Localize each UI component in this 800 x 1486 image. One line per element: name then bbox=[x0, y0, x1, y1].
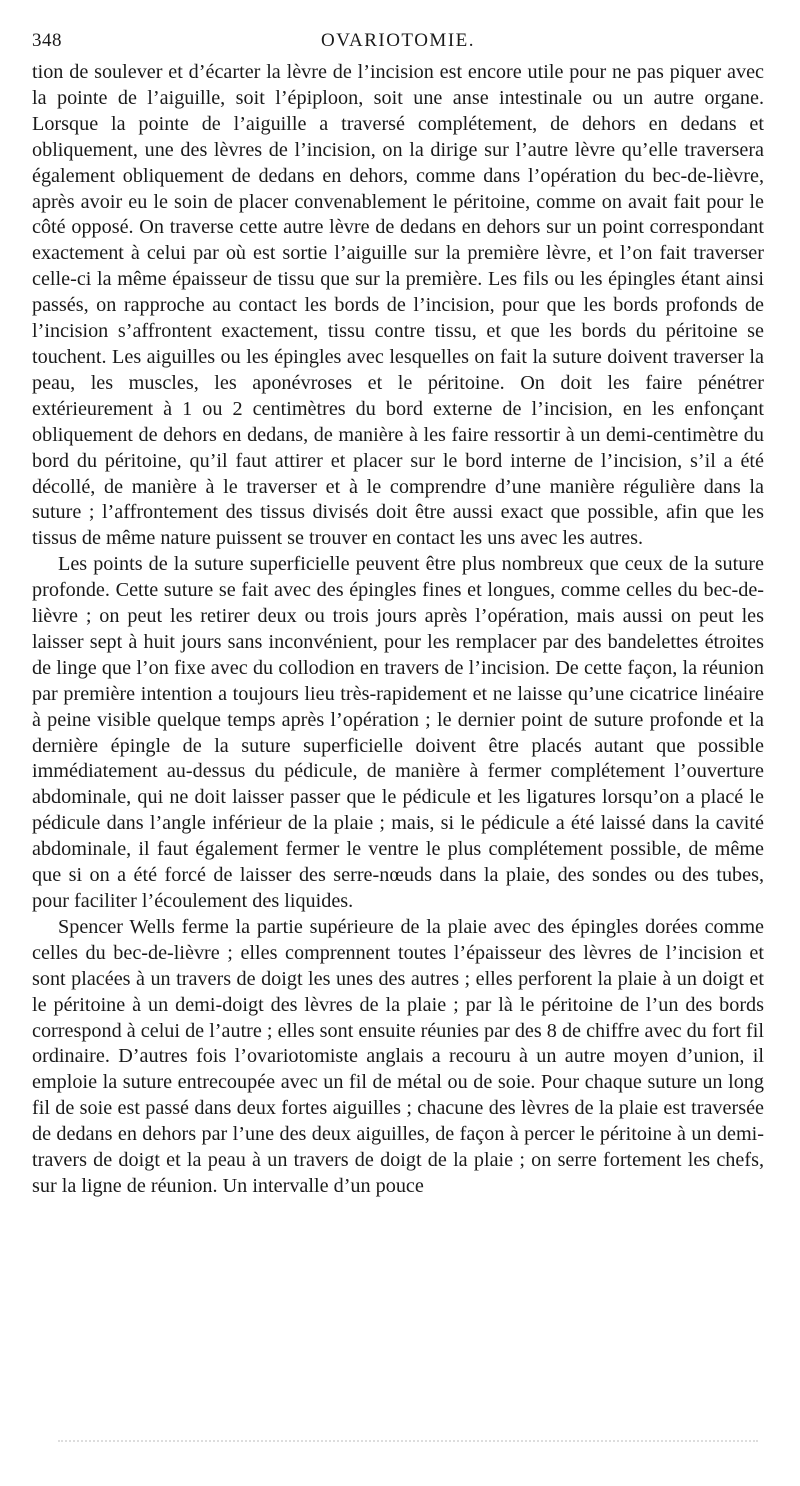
page-header bbox=[32, 30, 764, 60]
paragraph-continued: tion de soulever et d’écarter la lèvre de l’incision est encore utile pour ne pas piquer avec la pointe de l’aiguille, soit l’épiploon, soit une anse intestinale ou un autre organe. Lorsque la pointe de l’aiguille a traversé complétement, de dehors en dedans et obliquement, une des lèvres de l’incision, on la dirige sur l’autre lèvre qu’elle traversera également obliquement de dedans en dehors, comme dans l’opération du bec-de-lièvre, après avoir eu le soin de placer convenablement le péritoine, comme on avait fait pour le côté opposé. On traverse cette autre lèvre de dedans en dehors sur un point correspondant exactement à celui par où est sortie l’aiguille sur la première lèvre, et l’on fait traverser celle-ci la même épaisseur de tissu que sur la première. Les fils ou les épingles étant ainsi passés, on rapproche au contact les bords de l’incision, pour que les bords profonds de l’incision s’affrontent exactement, tissu contre tissu, et que les bords du péritoine se touchent. Les aiguilles ou les épingles avec lesquelles on fait la suture doivent traverser la peau, les muscles, les aponévroses et le péritoine. On doit les faire pénétrer extérieurement à 1 ou 2 centimètres du bord externe de l’incision, en les enfonçant obliquement de dehors en dedans, de manière à les faire ressortir à un demi-centimètre du bord du péritoine, qu’il faut attirer et placer sur le bord interne de l’incision, s’il a été décollé, de manière à le traverser et à le comprendre d’une manière régulière dans la suture ; l’affrontement des tissus divisés doit être aussi exact que possible, afin que les tissus de même nature puissent se trouver en contact les uns avec les autres. bbox=[32, 61, 764, 550]
running-title: OVARIOTOMIE. bbox=[321, 30, 475, 51]
document-page bbox=[32, 30, 764, 1200]
bleed-through-line bbox=[58, 1440, 758, 1446]
body-text bbox=[32, 60, 764, 1200]
page-number: 348 bbox=[32, 30, 62, 51]
paragraph-superficial-suture: Les points de la suture superficielle peuvent être plus nombreux que ceux de la suture profonde. Cette suture se fait avec des épingles fines et longues, comme celles du bec-de-lièvre ; on peut les retirer deux ou trois jours après l’opération, mais aussi on peut les laisser sept à huit jours sans inconvénient, pour les remplacer par des bandelettes étroites de linge que l’on fixe avec du collodion en travers de l’incision. De cette façon, la réunion par première intention a toujours lieu très-rapidement et ne laisse qu’une cicatrice linéaire à peine visible quelque temps après l’opération ; le dernier point de suture profonde et la dernière épingle de la suture superficielle doivent être placés autant que possible immédiatement au-dessus du pédicule, de manière à fermer complétement l’ouverture abdominale, qui ne doit laisser passer que le pédicule et les ligatures lorsqu’on a placé le pédicule dans l’angle inférieur de la plaie ; mais, si le pédicule a été laissé dans la cavité abdominale, il faut également fermer le ventre le plus complétement possible, de même que si on a été forcé de laisser des serre-nœuds dans la plaie, des sondes ou des tubes, pour faciliter l’écoulement des liquides. bbox=[32, 553, 764, 912]
paragraph-spencer-wells: Spencer Wells ferme la partie supérieure de la plaie avec des épingles dorées comme celles du bec-de-lièvre ; elles comprennent toutes l’épaisseur des lèvres de l’incision et sont placées à un travers de doigt les unes des autres ; elles perforent la plaie à un doigt et le péritoine à un demi-doigt des lèvres de la plaie ; par là le péritoine de l’un des bords correspond à celui de l’autre ; elles sont ensuite réunies par des 8 de chiffre avec du fort fil ordinaire. D’autres fois l’ovariotomiste anglais a recouru à un autre moyen d’union, il emploie la suture entrecoupée avec un fil de métal ou de soie. Pour chaque suture un long fil de soie est passé dans deux fortes aiguilles ; chacune des lèvres de la plaie est traversée de dedans en dehors par l’une des deux aiguilles, de façon à percer le péritoine à un demi-travers de doigt et la peau à un travers de doigt de la plaie ; on serre fortement les chefs, sur la ligne de réunion. Un intervalle d’un pouce bbox=[32, 915, 764, 1197]
